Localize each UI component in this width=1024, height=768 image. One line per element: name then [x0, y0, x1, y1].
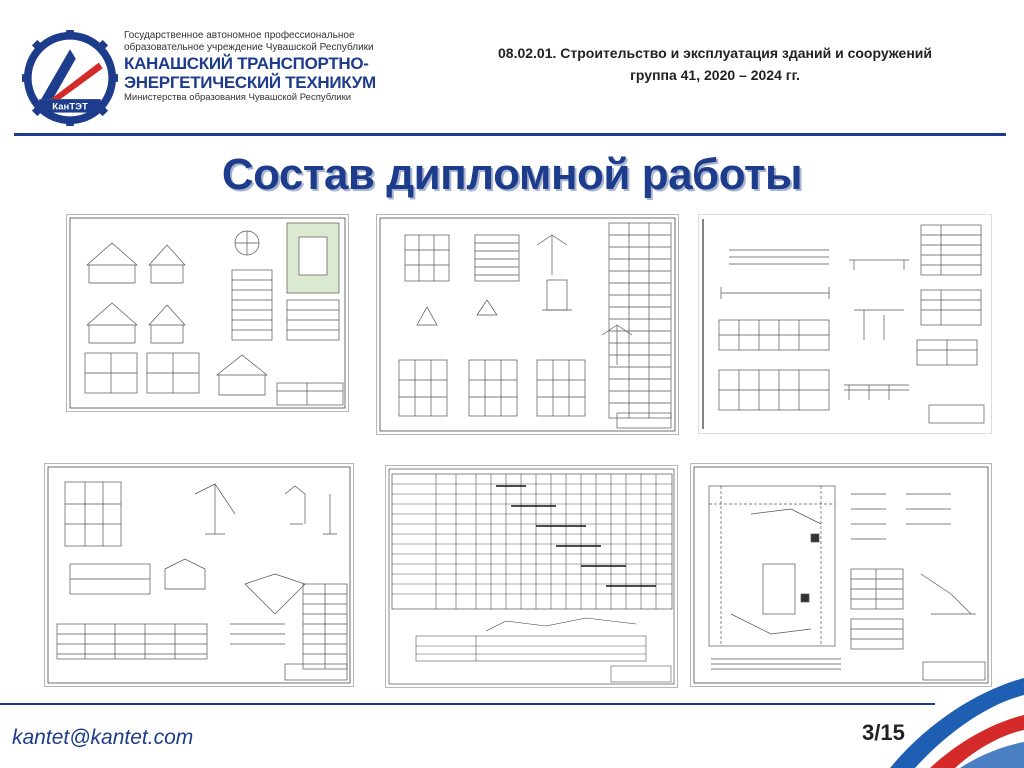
group-years: группа 41, 2020 – 2024 гг. [630, 67, 800, 83]
org-line-5: Министерства образования Чувашской Республики [124, 92, 352, 103]
org-name-1: КАНАШСКИЙ ТРАНСПОРТНО- [124, 54, 369, 73]
org-line-1: Государственное автономное профессиональное [124, 30, 355, 41]
drawing-sheet-tech-map [44, 463, 354, 687]
drawing-sheet-facades-plans [66, 214, 349, 412]
org-line-2: образовательное учреждение Чувашской Республики [124, 42, 374, 53]
slide-title: Состав дипломной работы [221, 150, 803, 199]
page-number: 3/15 [862, 720, 905, 745]
header-divider [14, 133, 1006, 136]
drawing-sheet-site-plan [690, 463, 992, 687]
specialty-block [430, 42, 1000, 86]
kantet-logo [22, 30, 118, 126]
org-name-2: ЭНЕРГЕТИЧЕСКИЙ ТЕХНИКУМ [124, 73, 376, 92]
drawing-sheet-calculations [698, 214, 992, 434]
drawing-sheet-schedule [385, 465, 678, 688]
specialty-title: 08.02.01. Строительство и эксплуатация зданий и сооружений [498, 45, 932, 61]
logo-text: КанТЭТ [52, 101, 88, 113]
drawing-sheet-structural [376, 214, 679, 435]
organization-block [124, 30, 386, 104]
corner-swoosh-decoration [890, 660, 1024, 768]
contact-email[interactable]: kantet@kantet.com [12, 726, 194, 749]
footer-divider [0, 703, 935, 705]
